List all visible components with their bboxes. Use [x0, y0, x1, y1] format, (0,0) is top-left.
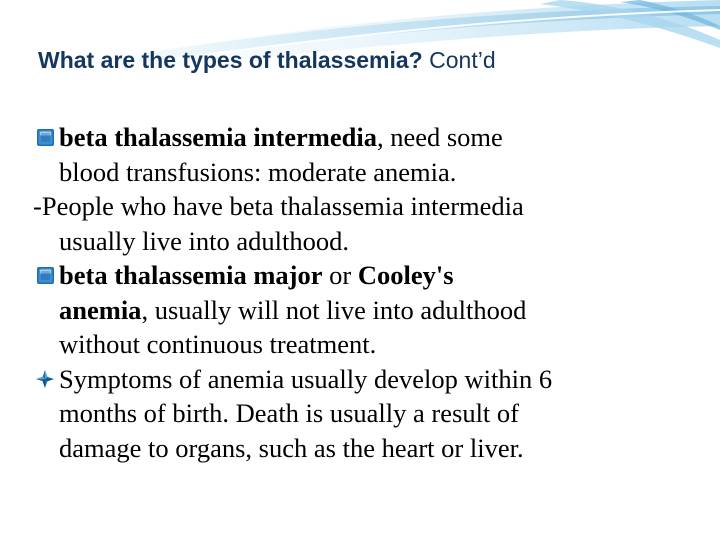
text-span: , need some [376, 122, 503, 152]
bullet-line: damage to organs, such as the heart or liver. [59, 432, 524, 463]
square-bullet-icon [33, 258, 57, 293]
bullet-intermedia [33, 120, 718, 189]
bullet-line [59, 293, 718, 328]
bullet-line [59, 258, 718, 293]
bullet-symptoms [33, 362, 718, 466]
bullet-major [33, 258, 718, 362]
slide-body [33, 120, 718, 465]
bullet-line: blood transfusions: moderate anemia. [59, 156, 457, 187]
bullet-line [59, 120, 718, 155]
bullet-line: months of birth. Death is usually a result of [59, 398, 519, 428]
diamond-bullet-icon [33, 362, 57, 397]
bullet-line: without continuous treatment. [59, 329, 377, 359]
bold-term: beta thalassemia major [59, 260, 323, 290]
square-bullet-icon [33, 120, 57, 155]
dash-paragraph-adulthood [33, 189, 718, 258]
bold-term: Cooley's [357, 260, 454, 290]
paragraph-line: -People who have beta thalassemia intermedia [33, 191, 524, 221]
text-span: , usually will not live into adulthood [141, 294, 527, 325]
title-main: What are the types of thalassemia? [38, 47, 423, 73]
bullet-line: Symptoms of anemia usually develop within 6 [59, 363, 553, 394]
paragraph-line: usually live into adulthood. [59, 225, 349, 256]
text-span: or [322, 260, 358, 290]
bold-term: anemia [59, 294, 142, 325]
bold-term: beta thalassemia intermedia [59, 122, 377, 152]
title-suffix: Cont’d [422, 47, 496, 73]
slide-title [38, 45, 496, 75]
